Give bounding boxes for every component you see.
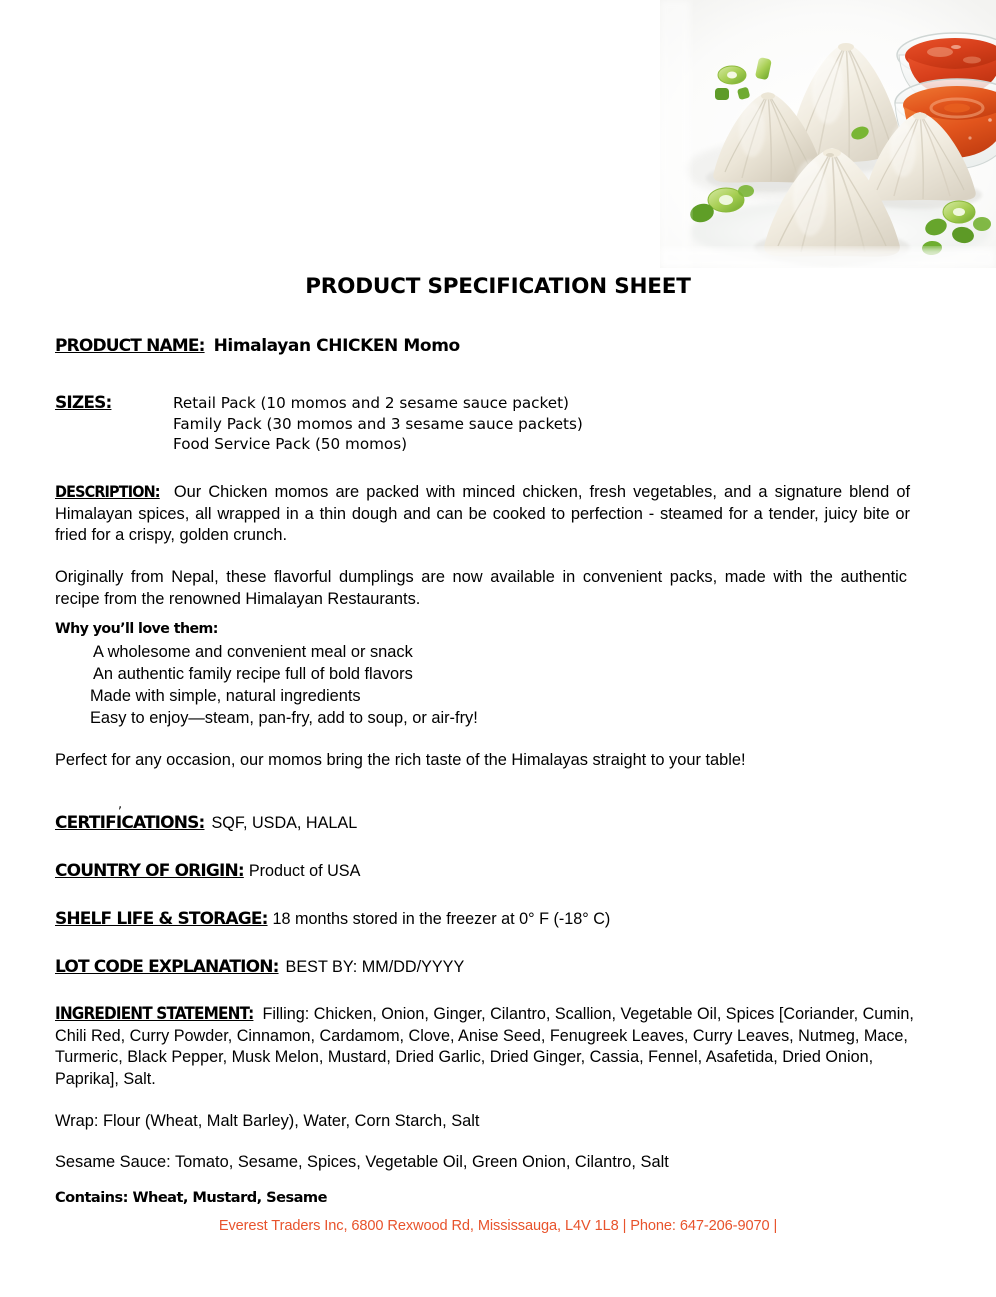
size-item-family: Family Pack (30 momos and 3 sesame sauce packets)	[173, 414, 583, 433]
allergen-contains-line: Contains: Wheat, Mustard, Sesame	[55, 1189, 327, 1206]
size-item-retail: Retail Pack (10 momos and 2 sesame sauce packet)	[173, 394, 569, 412]
why-love-item: Made with simple, natural ingredients	[90, 687, 361, 705]
ingredient-sauce-line: Sesame Sauce: Tomato, Sesame, Spices, Vegetable Oil, Green Onion, Cilantro, Salt	[55, 1153, 669, 1171]
product-name-row	[55, 336, 460, 356]
sizes-list	[173, 393, 583, 455]
certifications-label: CERTIFICATIONS:	[55, 813, 205, 833]
why-love-title: Why you’ll love them:	[55, 621, 218, 637]
why-love-item: An authentic family recipe full of bold flavors	[93, 665, 413, 683]
lot-code-row	[55, 957, 464, 977]
why-love-item: A wholesome and convenient meal or snack	[93, 643, 413, 661]
lot-code-label: LOT CODE EXPLANATION:	[55, 957, 279, 977]
ingredient-filling-paragraph	[55, 1004, 921, 1090]
shelf-life-row	[55, 909, 610, 929]
momo-dumplings-photo	[660, 0, 996, 268]
page-title: PRODUCT SPECIFICATION SHEET	[305, 274, 691, 299]
lot-code-value: BEST BY: MM/DD/YYYY	[285, 958, 465, 976]
closing-line: Perfect for any occasion, our momos bring the rich taste of the Himalayas straight to your table!	[55, 751, 746, 769]
country-of-origin-row	[55, 861, 360, 881]
description-text-1: Our Chicken momos are packed with minced chicken, fresh vegetables, and a signature blend of Himalayan spices, all wrapped in a thin dough and can be cooked to perfection - steamed for a tender, juicy bite or fried for a crispy, golden crunch.	[55, 483, 911, 545]
description-label: DESCRIPTION:	[55, 482, 160, 501]
country-of-origin-value: Product of USA	[248, 862, 361, 880]
shelf-life-label: SHELF LIFE & STORAGE:	[55, 909, 268, 929]
why-love-list	[55, 641, 755, 729]
ingredient-statement-block	[55, 1004, 921, 1090]
size-item-foodservice: Food Service Pack (50 momos)	[173, 435, 408, 453]
why-love-block	[55, 621, 755, 729]
shelf-life-value: 18 months stored in the freezer at 0° F (-18° C)	[272, 910, 611, 928]
product-name-label: PRODUCT NAME:	[55, 336, 205, 356]
certifications-row	[55, 813, 357, 833]
ingredient-statement-label: INGREDIENT STATEMENT:	[55, 1004, 254, 1024]
description-paragraph-1	[55, 481, 910, 547]
ingredient-wrap-line: Wrap: Flour (Wheat, Malt Barley), Water, Corn Starch, Salt	[55, 1112, 480, 1130]
why-love-item: Easy to enjoy—steam, pan-fry, add to soup, or air-fry!	[90, 709, 478, 727]
description-block	[55, 481, 911, 608]
product-photo	[660, 0, 996, 268]
description-paragraph-2: Originally from Nepal, these flavorful dumplings are now available in convenient packs, made with the authentic recipe from the renowned Himalayan Restaurants.	[55, 568, 907, 608]
country-of-origin-label: COUNTRY OF ORIGIN:	[55, 861, 244, 881]
ingredient-filling-text: Filling: Chicken, Onion, Ginger, Cilantro, Scallion, Vegetable Oil, Spices [Coriander, Cumin, Chili Red, Curry Powder, Cinnamon, Cardamom, Clove, Anise Seed, Fenugreek Leaves, Curry Leaves, Nutmeg, Mace, Turmeric, Black Pepper, Musk Melon, Mustard, Dried Garlic, Dried Ginger, Cassia, Fennel, Asafetida, Dried Onion, Paprika], Salt.	[55, 1005, 914, 1088]
stray-punctuation-artifact: ,	[118, 797, 123, 812]
product-name-value: Himalayan CHICKEN Momo	[213, 336, 460, 356]
certifications-value: SQF, USDA, HALAL	[211, 814, 358, 832]
sizes-label: SIZES:	[55, 393, 112, 413]
footer-company-info: Everest Traders Inc, 6800 Rexwood Rd, Mississauga, L4V 1L8 | Phone: 647-206-9070 |	[218, 1218, 778, 1234]
